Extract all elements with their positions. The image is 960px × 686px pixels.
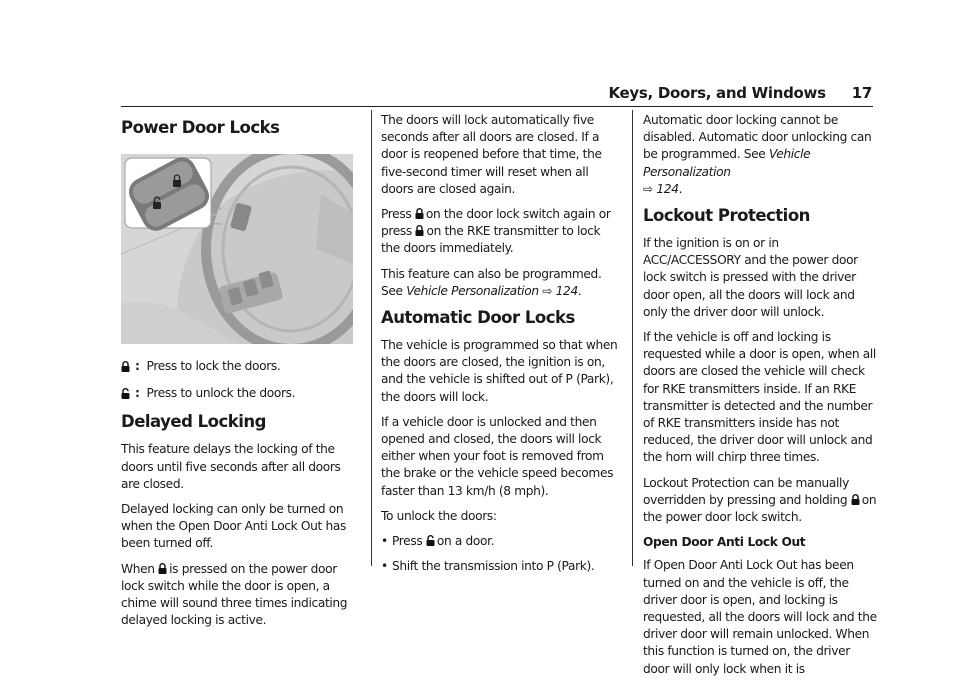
paragraph: When is pressed on the power door lock switch while the door is open, a chime will sound three times indicating delayed locking is active. bbox=[121, 561, 348, 628]
list-item: • Press on a door. bbox=[381, 533, 621, 550]
paragraph: If a vehicle door is unlocked and then opened and closed, the doors will lock either when your foot is removed from the brake or the vehicle speed becomes faster than 13 km/h (8 mph). bbox=[381, 414, 614, 498]
legend-colon: : bbox=[135, 386, 140, 401]
column-1 bbox=[121, 112, 353, 637]
legend-unlock bbox=[121, 385, 353, 402]
legend-colon: : bbox=[135, 359, 140, 373]
subheading-open-door-anti-lock-out: Open Door Anti Lock Out bbox=[643, 535, 806, 550]
paragraph: If the ignition is on or in ACC/ACCESSORY and the power door lock switch is pressed with the driver door open, all the doors will lock and only the driver door will unlock. bbox=[643, 236, 858, 319]
column-divider bbox=[371, 110, 372, 566]
padlock-closed-icon bbox=[415, 225, 424, 236]
cross-reference-page[interactable]: 124 bbox=[656, 181, 679, 196]
padlock-open-icon bbox=[121, 388, 130, 399]
paragraph: The doors will lock automatically five seconds after all doors are closed. If a door is reopened before that time, the five-second timer will reset when all doors are closed again. bbox=[381, 113, 602, 196]
paragraph: If the vehicle is off and locking is requested while a door is open, when all doors are closed the vehicle will check for RKE transmitters inside. If an RKE transmitter is detected and the number of RKE transmitters inside has not reduced, the driver door will unlock and the horn will chirp three times. bbox=[643, 330, 876, 465]
padlock-closed-icon bbox=[415, 208, 424, 219]
heading-power-door-locks: Power Door Locks bbox=[121, 118, 280, 137]
cross-reference-page[interactable]: 124 bbox=[555, 283, 578, 298]
paragraph: Lockout Protection can be manually overridden by pressing and holding on the power door lock switch. bbox=[643, 475, 877, 525]
paragraph: This feature can also be programmed. See Vehicle Personalization ⇨ 124. bbox=[381, 266, 602, 298]
section-title: Keys, Doors, and Windows bbox=[608, 84, 826, 102]
padlock-closed-icon bbox=[851, 494, 860, 505]
heading-automatic-door-locks: Automatic Door Locks bbox=[381, 308, 575, 328]
padlock-closed-icon bbox=[121, 361, 130, 372]
paragraph: If Open Door Anti Lock Out has been turned on and the vehicle is off, the driver door is open, and locking is requested, all the doors will lock and the driver door will remain unlocked. When this function is turned on, the driver door will only lock when it is bbox=[643, 558, 877, 676]
column-2 bbox=[381, 112, 621, 583]
door-lock-switch-illustration bbox=[121, 154, 353, 344]
ref-arrow: ⇨ bbox=[643, 181, 653, 196]
paragraph: Press on the door lock switch again or press on the RKE transmitter to lock the doors immediately. bbox=[381, 207, 611, 256]
paragraph: Delayed locking can only be turned on when the Open Door Anti Lock Out has been turned off. bbox=[121, 502, 346, 551]
padlock-open-icon bbox=[426, 535, 435, 546]
bullet-list bbox=[381, 533, 621, 575]
cross-reference-link[interactable]: Vehicle Personalization bbox=[406, 283, 539, 298]
cross-reference-link[interactable]: Vehicle Personalization bbox=[643, 147, 811, 179]
legend-unlock-text: Press to unlock the doors. bbox=[146, 386, 296, 401]
padlock-closed-icon bbox=[158, 563, 167, 574]
ref-arrow: ⇨ bbox=[542, 283, 553, 298]
legend-lock bbox=[121, 358, 353, 375]
running-header bbox=[608, 84, 872, 102]
heading-delayed-locking: Delayed Locking bbox=[121, 412, 266, 432]
paragraph: This feature delays the locking of the doors until five seconds after all doors are closed. bbox=[121, 442, 341, 491]
header-rule bbox=[121, 106, 873, 107]
legend-lock-text: Press to lock the doors. bbox=[146, 359, 281, 373]
paragraph: To unlock the doors: bbox=[381, 508, 497, 523]
paragraph: The vehicle is programmed so that when the doors are closed, the ignition is on, and the vehicle is shifted out of P (Park), the doors will lock. bbox=[381, 338, 618, 404]
paragraph: Automatic door locking cannot be disabled. Automatic door unlocking can be programmed. See Vehicle Personalization ⇨ 124. bbox=[643, 113, 872, 196]
heading-lockout-protection: Lockout Protection bbox=[643, 206, 810, 226]
list-item: • Shift the transmission into P (Park). bbox=[381, 558, 621, 575]
column-divider bbox=[632, 110, 633, 566]
column-3 bbox=[643, 112, 877, 686]
page-number: 17 bbox=[851, 84, 872, 102]
